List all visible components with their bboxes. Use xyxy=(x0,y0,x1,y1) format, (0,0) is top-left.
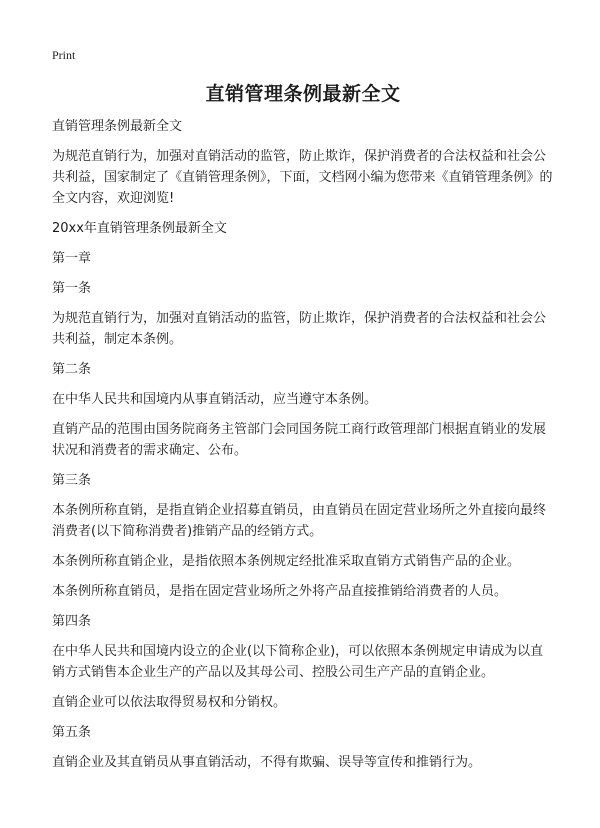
document-paragraph: 直销企业及其直销员从事直销活动，不得有欺骗、误导等宣传和推销行为。 xyxy=(52,755,482,770)
document-paragraph: 直销产品的范围由国务院商务主管部门会同国务院工商行政管理部门根据直销业的发展状况和消费者的需求确定、公布。 xyxy=(52,422,547,458)
document-paragraph: 为规范直销行为，加强对直销活动的监管，防止欺诈，保护消费者的合法权益和社会公共利益，制定本条例。 xyxy=(52,311,547,347)
document-paragraph: 为规范直销行为，加强对直销活动的监管，防止欺诈，保护消费者的合法权益和社会公共利益，国家制定了《直销管理条例》，下面，文档网小编为您带来《直销管理条例》的全文内容，欢迎浏览! xyxy=(52,149,553,206)
document-paragraph: 第四条 xyxy=(52,614,92,629)
document-paragraph: 本条例所称直销员，是指在固定营业场所之外将产品直接推销给消费者的人员。 xyxy=(52,584,508,599)
document-body xyxy=(52,116,554,773)
document-paragraph: 在中华人民共和国境内从事直销活动，应当遵守本条例。 xyxy=(52,392,378,407)
print-label: Print xyxy=(52,48,76,62)
document-paragraph: 直销企业可以依法取得贸易权和分销权。 xyxy=(52,695,287,710)
document-paragraph: 第三条 xyxy=(52,473,92,488)
document-paragraph: 直销管理条例最新全文 xyxy=(52,119,183,134)
document-paragraph: 第五条 xyxy=(52,725,92,740)
document-paragraph: 本条例所称直销，是指直销企业招募直销员，由直销员在固定营业场所之外直接向最终消费者(以下简称消费者)推销产品的经销方式。 xyxy=(52,503,547,539)
document-paragraph: 本条例所称直销企业，是指依照本条例规定经批准采取直销方式销售产品的企业。 xyxy=(52,554,521,569)
document-paragraph: 在中华人民共和国境内设立的企业(以下简称企业)，可以依照本条例规定申请成为以直销方式销售本企业生产的产品以及其母公司、控股公司生产产品的直销企业。 xyxy=(52,644,544,680)
document-paragraph: 第一条 xyxy=(52,281,92,296)
document-paragraph: 第二条 xyxy=(52,362,92,377)
document-title: 直销管理条例最新全文 xyxy=(205,83,401,105)
document-paragraph: 第一章 xyxy=(52,251,92,266)
document-paragraph: 20xx年直销管理条例最新全文 xyxy=(52,221,227,236)
